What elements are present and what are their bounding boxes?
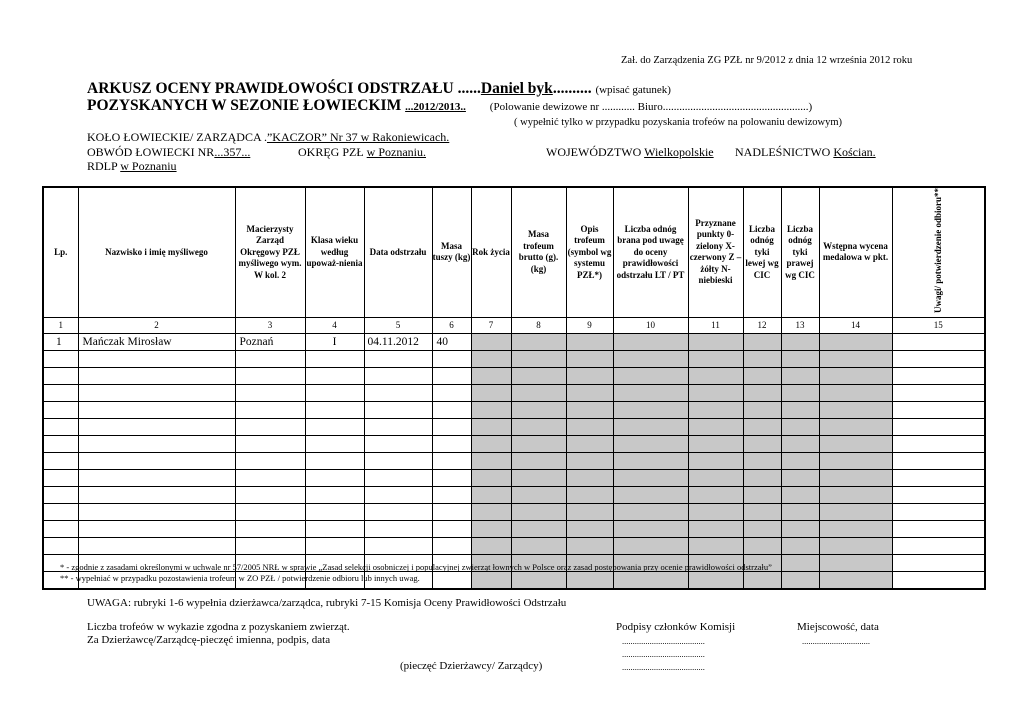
table-cell[interactable] (471, 384, 511, 401)
table-cell[interactable] (235, 418, 305, 435)
table-cell[interactable] (781, 452, 819, 469)
table-cell[interactable] (892, 520, 985, 537)
table-cell[interactable] (471, 367, 511, 384)
table-cell[interactable] (364, 435, 432, 452)
cell-right-tines[interactable] (781, 333, 819, 350)
table-cell[interactable] (743, 367, 781, 384)
table-cell[interactable] (781, 571, 819, 589)
table-cell[interactable] (819, 384, 892, 401)
table-cell[interactable] (471, 418, 511, 435)
table-cell[interactable] (781, 554, 819, 571)
table-cell[interactable] (43, 537, 78, 554)
table-cell[interactable] (235, 520, 305, 537)
table-cell[interactable] (613, 571, 688, 589)
table-cell[interactable] (613, 418, 688, 435)
table-cell[interactable] (892, 350, 985, 367)
stamp-label: (pieczęć Dzierżawcy/ Zarządcy) (400, 660, 543, 672)
table-cell[interactable] (819, 486, 892, 503)
table-cell[interactable] (566, 469, 613, 486)
table-cell[interactable] (743, 571, 781, 589)
table-cell[interactable] (78, 350, 235, 367)
col-header-trophy-desc: Opis trofeum (symbol wg systemu PZŁ*) (566, 187, 613, 317)
col-header-date: Data odstrzału (364, 187, 432, 317)
col-header-name: Nazwisko i imię myśliwego (78, 187, 235, 317)
table-cell[interactable] (819, 503, 892, 520)
table-cell[interactable] (819, 469, 892, 486)
table-cell[interactable] (511, 384, 566, 401)
cell-age-year[interactable] (471, 333, 511, 350)
nadl-value: Kościan. (833, 145, 876, 159)
table-cell[interactable] (892, 469, 985, 486)
footnote-1: * - zgodnie z zasadami określonymi w uchwale nr 57/2005 NRŁ w sprawie „Zasad selekcji osobniczej i populacyjnej zwierząt łownych w Polsce oraz zasad postępowania przy ocenie prawidłowości odstrzału” (60, 562, 772, 572)
table-cell[interactable] (819, 401, 892, 418)
table-cell[interactable] (471, 435, 511, 452)
col-header-remarks (892, 187, 985, 317)
table-row (43, 418, 985, 435)
okreg-label: OKRĘG PZŁ (298, 145, 364, 159)
rdlp-line (87, 159, 177, 174)
table-cell[interactable] (432, 384, 471, 401)
cell-left-tines[interactable] (743, 333, 781, 350)
table-cell[interactable] (305, 469, 364, 486)
season-value: ...2012/2013.. (405, 101, 466, 113)
table-cell[interactable] (364, 384, 432, 401)
col-number: 13 (781, 317, 819, 333)
table-cell[interactable] (819, 520, 892, 537)
form-title-line2 (87, 97, 812, 115)
title-season-prefix: POZYSKANYCH W SEZONIE ŁOWIECKIM (87, 97, 402, 114)
table-cell[interactable] (364, 401, 432, 418)
table-row (43, 367, 985, 384)
title-dots: .......... (552, 80, 592, 97)
cell-name[interactable]: Mańczak Mirosław (78, 333, 235, 350)
table-cell[interactable] (364, 537, 432, 554)
table-cell[interactable] (781, 486, 819, 503)
table-cell[interactable] (613, 350, 688, 367)
col-header-tines: Liczba odnóg brana pod uwagę do oceny prawidłowości odstrzału LT / PT (613, 187, 688, 317)
table-cell[interactable] (566, 435, 613, 452)
table-cell[interactable] (688, 452, 743, 469)
col-number: 5 (364, 317, 432, 333)
table-cell[interactable] (688, 503, 743, 520)
table-cell[interactable] (432, 520, 471, 537)
table-cell[interactable] (688, 486, 743, 503)
table-row (43, 435, 985, 452)
table-cell[interactable] (566, 571, 613, 589)
table-cell[interactable] (305, 520, 364, 537)
table-cell[interactable] (511, 537, 566, 554)
cell-date[interactable]: 04.11.2012 (364, 333, 432, 350)
col-header-points: Przyznane punkty 0-zielony X-czerwony Z – żółty N-niebieski (688, 187, 743, 317)
cell-carcass-mass[interactable]: 40 (432, 333, 471, 350)
signature-line-2[interactable]: ....................................... (622, 649, 705, 659)
species-value: Daniel byk (480, 80, 553, 97)
table-cell[interactable] (613, 486, 688, 503)
table-cell[interactable] (235, 350, 305, 367)
cell-trophy-mass[interactable] (511, 333, 566, 350)
table-cell[interactable] (511, 520, 566, 537)
species-hint: (wpisać gatunek) (595, 84, 671, 96)
table-cell[interactable] (743, 401, 781, 418)
table-cell[interactable] (892, 435, 985, 452)
table-cell[interactable] (471, 401, 511, 418)
table-cell[interactable] (566, 503, 613, 520)
table-cell[interactable] (566, 384, 613, 401)
nadl-label: NADLEŚNICTWO (735, 145, 831, 159)
regulation-reference: Zał. do Zarządzenia ZG PZŁ nr 9/2012 z dnia 12 września 2012 roku (621, 55, 913, 66)
table-row (43, 486, 985, 503)
table-cell[interactable] (511, 503, 566, 520)
col-number: 12 (743, 317, 781, 333)
col-header-right-tines: Liczba odnóg tyki prawej wg CIC (781, 187, 819, 317)
obwod-label: OBWÓD ŁOWIECKI NR (87, 145, 215, 159)
table-cell[interactable] (364, 452, 432, 469)
table-cell[interactable] (892, 503, 985, 520)
table-row (43, 503, 985, 520)
col-number: 14 (819, 317, 892, 333)
col-number: 1 (43, 317, 78, 333)
table-cell[interactable] (613, 520, 688, 537)
table-cell[interactable] (78, 418, 235, 435)
table-cell[interactable] (78, 384, 235, 401)
nadl-line (735, 145, 876, 160)
table-cell[interactable] (566, 486, 613, 503)
okreg-line (298, 145, 426, 160)
table-row (43, 350, 985, 367)
table-cell[interactable] (78, 537, 235, 554)
col-number: 15 (892, 317, 985, 333)
col-header-valuation: Wstępna wycena medalowa w pkt. (819, 187, 892, 317)
cell-lp[interactable]: 1 (43, 333, 78, 350)
table-cell[interactable] (471, 350, 511, 367)
table-cell[interactable] (613, 469, 688, 486)
table-cell[interactable] (471, 452, 511, 469)
place-date-label: Miejscowość, data (797, 621, 879, 633)
table-cell[interactable] (566, 520, 613, 537)
table-cell[interactable] (688, 367, 743, 384)
table-cell[interactable] (235, 401, 305, 418)
uwaga-note: UWAGA: rubryki 1-6 wypełnia dzierżawca/zarządca, rubryki 7-15 Komisja Oceny Prawidłowości Odstrzału (87, 597, 567, 609)
table-cell[interactable] (819, 435, 892, 452)
table-row (43, 469, 985, 486)
woj-value: Wielkopolskie (644, 145, 714, 159)
table-cell[interactable] (566, 537, 613, 554)
table-cell[interactable] (511, 418, 566, 435)
table-cell[interactable] (511, 469, 566, 486)
table-cell[interactable] (305, 367, 364, 384)
table-cell[interactable] (305, 452, 364, 469)
table-cell[interactable] (235, 367, 305, 384)
table-cell[interactable] (43, 401, 78, 418)
table-cell[interactable] (781, 469, 819, 486)
table-cell[interactable] (781, 435, 819, 452)
table-cell[interactable] (432, 571, 471, 589)
table-cell[interactable] (364, 520, 432, 537)
table-cell[interactable] (235, 503, 305, 520)
table-cell[interactable] (432, 486, 471, 503)
table-cell[interactable] (432, 503, 471, 520)
table-cell[interactable] (235, 435, 305, 452)
table-cell[interactable] (471, 571, 511, 589)
table-row (43, 384, 985, 401)
remarks-vertical-label: Uwagi/ potwierdzenie odbioru** (932, 188, 943, 313)
signature-line-1[interactable]: ....................................... (622, 636, 705, 646)
table-cell[interactable] (235, 469, 305, 486)
table-cell[interactable] (43, 520, 78, 537)
kolo-label: KOŁO ŁOWIECKIE/ ZARZĄDCA . (87, 130, 267, 144)
table-cell[interactable] (78, 367, 235, 384)
col-header-carcass-mass: Masa tuszy (kg) (432, 187, 471, 317)
table-cell[interactable] (743, 435, 781, 452)
table-cell[interactable] (613, 503, 688, 520)
table-cell[interactable] (613, 367, 688, 384)
table-cell[interactable] (511, 401, 566, 418)
table-cell[interactable] (819, 350, 892, 367)
table-cell[interactable] (43, 418, 78, 435)
col-number: 6 (432, 317, 471, 333)
table-cell[interactable] (819, 537, 892, 554)
table-cell[interactable] (432, 537, 471, 554)
assessment-table (42, 186, 986, 590)
table-cell[interactable] (471, 486, 511, 503)
table-cell[interactable] (511, 435, 566, 452)
table-cell[interactable] (78, 401, 235, 418)
col-header-left-tines: Liczba odnóg tyki lewej wg CIC (743, 187, 781, 317)
table-cell[interactable] (364, 367, 432, 384)
table-cell[interactable] (432, 435, 471, 452)
kolo-value: ”KACZOR” Nr 37 w Rakoniewicach. (266, 130, 450, 144)
table-cell[interactable] (43, 350, 78, 367)
table-cell[interactable] (43, 452, 78, 469)
table-cell[interactable] (892, 452, 985, 469)
trophy-count-note: Liczba trofeów w wykazie zgodna z pozyskaniem zwierząt. (87, 621, 350, 633)
col-number: 10 (613, 317, 688, 333)
cell-remarks[interactable] (892, 333, 985, 350)
header-row (43, 187, 985, 317)
form-title-line1 (87, 80, 671, 98)
table-cell[interactable] (613, 384, 688, 401)
col-header-age-class: Klasa wieku według upoważ-nienia (305, 187, 364, 317)
table-row (43, 537, 985, 554)
table-cell[interactable] (892, 537, 985, 554)
table-cell[interactable] (432, 452, 471, 469)
table-cell[interactable] (688, 418, 743, 435)
table-cell[interactable] (781, 537, 819, 554)
table-cell[interactable] (892, 554, 985, 571)
table-cell[interactable] (613, 452, 688, 469)
table-cell[interactable] (78, 503, 235, 520)
woj-label: WOJEWÓDZTWO (546, 145, 642, 159)
place-date-line[interactable]: ................................ (802, 636, 870, 646)
fill-note: ( wypełnić tylko w przypadku pozyskania trofeów na polowaniu dewizowym) (514, 117, 843, 128)
table-cell[interactable] (305, 537, 364, 554)
col-header-trophy-mass: Masa trofeum brutto (g). (kg) (511, 187, 566, 317)
table-cell[interactable] (743, 452, 781, 469)
table-cell[interactable] (511, 367, 566, 384)
col-number: 3 (235, 317, 305, 333)
signature-line-3[interactable]: ....................................... (622, 662, 705, 672)
lessee-signature-label: Za Dzierżawcę/Zarządcę-pieczęć imienna, podpis, data (87, 634, 331, 646)
table-cell[interactable] (511, 452, 566, 469)
table-cell[interactable] (432, 469, 471, 486)
table-cell[interactable] (471, 469, 511, 486)
col-number: 8 (511, 317, 566, 333)
table-cell[interactable] (432, 367, 471, 384)
table-cell[interactable] (235, 384, 305, 401)
table-cell[interactable] (43, 469, 78, 486)
table-cell[interactable] (364, 418, 432, 435)
table-cell[interactable] (305, 350, 364, 367)
table-cell[interactable] (819, 571, 892, 589)
table-cell[interactable] (781, 367, 819, 384)
table-cell[interactable] (688, 435, 743, 452)
obwod-value: ...357... (214, 145, 251, 159)
table-cell[interactable] (688, 537, 743, 554)
table-cell[interactable] (305, 503, 364, 520)
table-cell[interactable] (613, 435, 688, 452)
table-cell[interactable] (892, 401, 985, 418)
obwod-line (87, 145, 250, 160)
table-row (43, 452, 985, 469)
table-cell[interactable] (235, 452, 305, 469)
empty-rows (43, 350, 985, 589)
table-cell[interactable] (432, 350, 471, 367)
table-cell[interactable] (688, 571, 743, 589)
table-cell[interactable] (364, 350, 432, 367)
table-cell[interactable] (743, 486, 781, 503)
table-cell[interactable] (43, 486, 78, 503)
table-cell[interactable] (235, 537, 305, 554)
table-cell[interactable] (364, 486, 432, 503)
table-cell[interactable] (781, 384, 819, 401)
table-cell[interactable] (743, 469, 781, 486)
table-cell[interactable] (305, 418, 364, 435)
table-cell[interactable] (566, 418, 613, 435)
table-cell[interactable] (432, 418, 471, 435)
table-cell[interactable] (364, 469, 432, 486)
table-row (43, 333, 985, 350)
table-cell[interactable] (688, 384, 743, 401)
col-header-age-year: Rok życia (471, 187, 511, 317)
column-number-row (43, 317, 985, 333)
table-cell[interactable] (78, 469, 235, 486)
table-cell[interactable] (688, 350, 743, 367)
table-cell[interactable] (781, 418, 819, 435)
table-cell[interactable] (688, 520, 743, 537)
table-cell[interactable] (892, 367, 985, 384)
table-cell[interactable] (566, 452, 613, 469)
table-cell[interactable] (613, 401, 688, 418)
col-header-lp: Lp. (43, 187, 78, 317)
col-number: 11 (688, 317, 743, 333)
table-cell[interactable] (743, 503, 781, 520)
table-cell[interactable] (892, 486, 985, 503)
table-cell[interactable] (743, 418, 781, 435)
table-cell[interactable] (471, 537, 511, 554)
table-cell[interactable] (566, 401, 613, 418)
cell-points[interactable] (688, 333, 743, 350)
table-cell[interactable] (781, 401, 819, 418)
table-cell[interactable] (43, 435, 78, 452)
table-cell[interactable] (743, 350, 781, 367)
table-cell[interactable] (688, 401, 743, 418)
table-cell[interactable] (305, 486, 364, 503)
table-cell[interactable] (78, 520, 235, 537)
col-number: 9 (566, 317, 613, 333)
table-cell[interactable] (892, 418, 985, 435)
table-cell[interactable] (743, 520, 781, 537)
table-cell[interactable] (743, 384, 781, 401)
table-cell[interactable] (781, 520, 819, 537)
table-cell[interactable] (511, 486, 566, 503)
cell-trophy-desc[interactable] (566, 333, 613, 350)
table-cell[interactable] (566, 367, 613, 384)
table-cell[interactable] (364, 503, 432, 520)
rdlp-label: RDLP (87, 159, 118, 173)
kolo-line (87, 130, 449, 145)
hunt-note: (Polowanie dewizowe nr ............ Biuro.....................................................) (489, 101, 813, 113)
table-cell[interactable] (43, 367, 78, 384)
title-prefix: ARKUSZ OCENY PRAWIDŁOWOŚCI ODSTRZAŁU ...... (87, 80, 481, 97)
rdlp-value: w Poznaniu (120, 159, 177, 173)
table-cell[interactable] (781, 350, 819, 367)
table-cell[interactable] (819, 367, 892, 384)
table-cell[interactable] (78, 435, 235, 452)
table-cell[interactable] (43, 503, 78, 520)
table-cell[interactable] (819, 452, 892, 469)
commission-signatures-label: Podpisy członków Komisji (616, 621, 736, 633)
table-cell[interactable] (305, 435, 364, 452)
table-cell[interactable] (471, 520, 511, 537)
cell-age-class[interactable]: I (305, 333, 364, 350)
col-header-zarzad: Macierzysty Zarząd Okręgowy PZŁ myśliwego wym. W kol. 2 (235, 187, 305, 317)
table-cell[interactable] (819, 554, 892, 571)
table-row (43, 401, 985, 418)
table-cell[interactable] (566, 350, 613, 367)
table-row (43, 520, 985, 537)
table-cell[interactable] (892, 571, 985, 589)
table-cell[interactable] (819, 418, 892, 435)
table-cell[interactable] (511, 571, 566, 589)
table-cell[interactable] (613, 537, 688, 554)
table-cell[interactable] (235, 486, 305, 503)
table-cell[interactable] (892, 384, 985, 401)
cell-zarzad[interactable]: Poznań (235, 333, 305, 350)
woj-line (546, 145, 714, 160)
table-cell[interactable] (305, 384, 364, 401)
table-cell[interactable] (78, 486, 235, 503)
table-cell[interactable] (471, 503, 511, 520)
footnote-2: ** - wypełniać w przypadku pozostawienia trofeum w ZO PZŁ / potwierdzenie odbioru lub innych uwag. (60, 573, 420, 583)
col-number: 2 (78, 317, 235, 333)
col-number: 4 (305, 317, 364, 333)
cell-tines[interactable] (613, 333, 688, 350)
table-cell[interactable] (511, 350, 566, 367)
table-cell[interactable] (688, 469, 743, 486)
table-cell[interactable] (432, 401, 471, 418)
table-cell[interactable] (781, 503, 819, 520)
table-cell[interactable] (743, 537, 781, 554)
cell-valuation[interactable] (819, 333, 892, 350)
okreg-value: w Poznaniu. (366, 145, 426, 159)
table-cell[interactable] (305, 401, 364, 418)
table-cell[interactable] (43, 384, 78, 401)
table-cell[interactable] (78, 452, 235, 469)
col-number: 7 (471, 317, 511, 333)
